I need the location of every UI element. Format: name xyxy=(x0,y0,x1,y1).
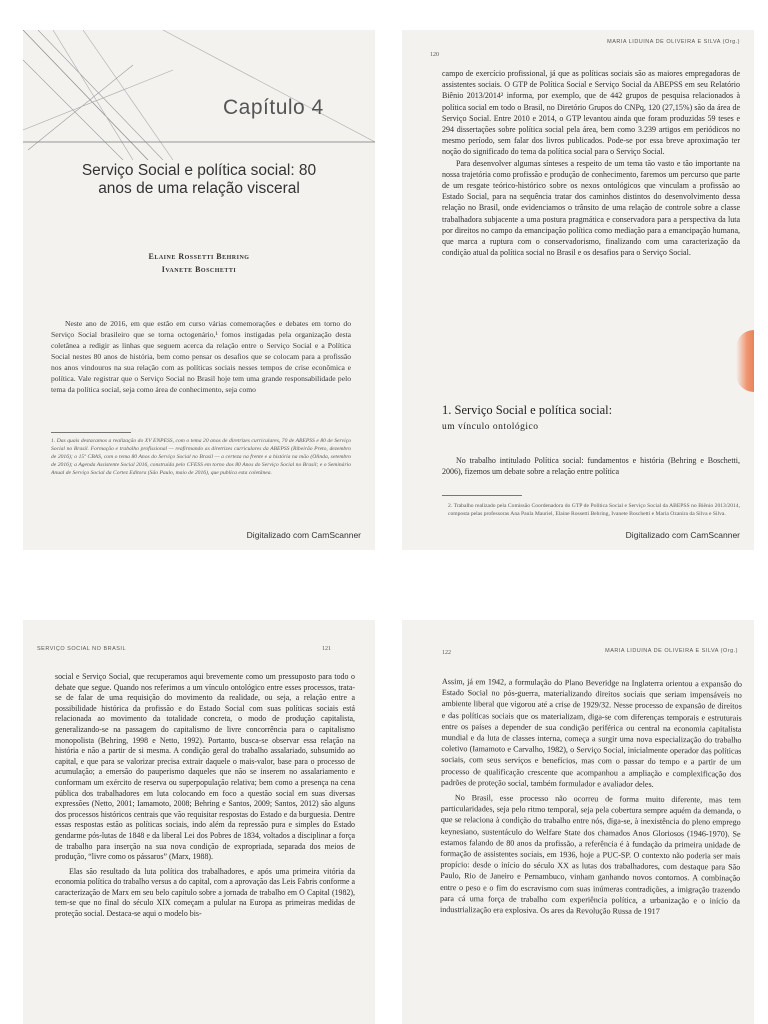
page-3-scan xyxy=(23,620,375,1024)
scanner-watermark: Digitalizado com CamScanner xyxy=(246,530,361,540)
chapter-title xyxy=(43,162,355,198)
paragraph: campo de exercício profissional, já que as políticas sociais são as maiores empregadoras de assistentes sociais. O GTP de Política Social e Serviço Social da ABEPSS em seu Relatório Biênio 2013/2014² informa, por exemplo, que de 442 grupos de pesquisa relacionados à política social em todo o Brasil, no Diretório Grupos do CNPq, 120 (27,15%) são da área de Serviço Social. Entre 2010 e 2014, o GTP levantou ainda que foram produzidas 59 teses e 294 dissertações sobre política social pela área, bem como 3.239 artigos em periódicos no mesmo período, sem falar dos livros publicados. Pode-se por essa breve aproximação ter noção do significado do tema da política social para o Serviço Social. xyxy=(442,69,740,157)
footnote-1: 1. Das quais destacamos a realização do XV ENPESS, com o tema 20 anos de diretrizes curriculares, 70 de ABEPSS e 80 de Serviço Social no Brasil. Formação e trabalho profissional — reafirmando as diretrizes curriculares da ABEPSS (Ribeirão Preto, dezembro de 2016); o 15º CBAS, com o tema 80 Anos do Serviço Social no Brasil — a certeza na frente e a história na mão (Olinda, setembro de 2016); a Agenda Assistente Social 2016, construída pelo CFESS em torno dos 80 Anos do Serviço Social no Brasil; e o Seminário Anual de Serviço Social da Cortez Editora (São Paulo, maio de 2016), que publica esta coletânea. xyxy=(51,438,351,476)
running-head: SERVIÇO SOCIAL NO BRASIL xyxy=(37,646,127,652)
body-text xyxy=(442,68,740,258)
chapter-title-line-1: Serviço Social e política social: 80 xyxy=(81,162,317,179)
page-number: 122 xyxy=(442,650,451,656)
chapter-title-line-2: anos de uma relação visceral xyxy=(98,180,300,197)
intro-paragraph xyxy=(51,318,351,395)
page-number: 121 xyxy=(322,646,331,652)
footnote-rule xyxy=(442,495,522,496)
section-heading xyxy=(442,402,740,436)
paragraph: Assim, já em 1942, a formulação do Plano Beveridge na Inglaterra orientou a expansão do Estado Social no pós-guerra, materializando direitos sociais que seriam impensáveis no ambiente liberal que vigorou até a crise de 1929/32. Nesse processo de expansão de direitos e das políticas sociais que os materializam, diga-se com diferenças temporais e estruturais entre os países a depender de sua condição periférica ou central na economia capitalista mundial e da luta de classes interna, começa a surgir uma nova especialização do trabalho coletivo (Iamamoto e Carvalho, 1982), o Serviço Social, inicialmente operador das políticas sociais, com seus serviços e benefícios, mas com o passar do tempo e a partir de um processo de qualificação crescente que acompanhou a ampliação e complexificação dos padrões de proteção social, também formulador e avaliador deles. xyxy=(441,676,742,789)
paragraph: Para desenvolver algumas sínteses a respeito de um tema tão vasto e tão importante na nossa trajetória como profissão e produção de conhecimento, faremos um percurso que parte de um resgate teórico-histórico sobre os nexos ontológicos que vinculam a profissão ao Estado Social, para na sequência tratar dos caminhos distintos do desenvolvimento dessa relação no Brasil, onde evidenciamos o trânsito de uma relação de controle sobre a classe trabalhadora subjacente a uma postura pragmática e conservadora para a perspectiva da luta por direitos no campo da emancipação política como mediação para a emancipação humana, que marca a ruptura com o conservadorismo, finalizando com uma caracterização da condição atual da política social no Brasil e os desafios para o Serviço Social. xyxy=(442,158,740,258)
body-text xyxy=(55,672,355,920)
page-1-scan xyxy=(23,30,375,550)
chapter-decoration-lines xyxy=(23,30,375,160)
author-1: Elaine Rossetti Behring xyxy=(148,252,250,261)
section-title: 1. Serviço Social e política social: xyxy=(442,403,613,417)
page-2-scan xyxy=(402,30,754,550)
paragraph: Elas são resultado da luta política dos trabalhadores, e após uma primeira vitória da economia política do trabalho versus a do capital, com a aprovação das Leis Fabris conforme a caracterização de Marx em seu belo capítulo sobre a jornada de trabalho em O Capital (1982), tem-se que no final do século XIX começam a pulular na Europa as primeiras medidas de proteção social. Destaca-se aqui o modelo bis- xyxy=(55,866,355,919)
scanner-watermark: Digitalizado com CamScanner xyxy=(625,530,740,540)
running-head: MARIA LIDUINA DE OLIVEIRA E SILVA (Org.) xyxy=(607,39,740,45)
page-number: 120 xyxy=(430,52,439,58)
footnote-rule xyxy=(51,432,131,433)
paragraph: No Brasil, esse processo não ocorreu de forma muito diferente, mas tem particularidades, seja pelo ritmo temporal, seja pela cobertura sempre aquém da demanda, o que se relaciona à condição do trabalho entre nós, diga-se, à inexistência do pleno emprego keynesiano, sustentáculo do Welfare State dos chamados Anos Gloriosos (1946-1970). Se estamos falando de 80 anos da profissão, a referência é à fundação da primeira unidade de formação de assistentes sociais, em 1936, hoje a PUC-SP. O contexto não poderia ser mais propício: desde o início do século XX as lutas dos trabalhadores, com destaque para São Paulo, Rio de Janeiro e Pernambuco, vinham ganhando novos contornos. A combinação entre o peso e o fim do escravismo com suas inúmeras contradições, a imigração trazendo para cá uma força de trabalho com experiência política, a urbanização e o início da industrialização era explosiva. Os ares da Revolução Russa de 1917 xyxy=(439,793,741,916)
author-2: Ivanete Boschetti xyxy=(161,265,237,274)
intro-paragraph-text: Neste ano de 2016, em que estão em curso várias comemorações e debates em torno do Serviço Social brasileiro que se torna octogenário,¹ fomos instigadas pela organização desta coletânea a redigir as linhas que seguem acerca da relação entre o Serviço Social e a Política Social nestes 80 anos de história, bem como pensar os desafios que se colocam para a profissão nos anos vindouros na sua relação com as políticas sociais nesses tempos de crise econômica e política. Vale registrar que o Serviço Social no Brasil hoje tem uma grande responsabilidade pelo tema da política social, seja como área de conhecimento, seja como xyxy=(51,319,351,394)
running-head: MARIA LIDUINA DE OLIVEIRA E SILVA (Org.) xyxy=(605,648,738,654)
chapter-label: Capítulo 4 xyxy=(223,96,324,119)
section-subtitle: um vínculo ontológico xyxy=(442,422,539,432)
page-edge-tab xyxy=(736,330,754,392)
paragraph: No trabalho intitulado Política social: fundamentos e história (Behring e Boschetti, 2006), fizemos um debate sobre a relação entre política xyxy=(442,456,740,477)
footnote-2: 2. Trabalho realizado pela Comissão Coordenadora do GTP de Política Social e Serviço Social da ABEPSS no Biênio 2013/2014, composta pelas professoras Ana Paula Mauriel, Elaine Rossetti Behring, Ivanete Boschetti e Maria Ozanira da Silva e Silva. xyxy=(448,503,740,517)
paragraph: social e Serviço Social, que recuperamos aqui brevemente como um pressuposto para todo o debate que segue. Quando nos referimos a um vínculo ontológico entre esses processos, trata-se de falar de uma requisição do movimento da realidade, ou seja, a relação entre a possibilidade histórica da profissão e do Estado Social com suas políticas sociais está relacionada ao movimento da totalidade concreta, o modo de produção capitalista, generalizando-se na passagem do capitalismo de livre concorrência para o capitalismo monopolista (Behring, 1998 e Netto, 1992). Portanto, busca-se observar essa relação na história e não a partir de si mesma. A condição geral do trabalho assalariado, subsumido ao capital, e que para se valorizar precisa extrair daquele o mais-valor, base para o processo de acumulação; a emersão do pauperismo daqueles que não se inserem no assalariamento e conformam um exército de reserva ou superpopulação relativa; bem como a presença na cena pública dos trabalhadores em luta colocando em foco a questão social em suas diversas expressões (Netto, 2001; Iamamoto, 2008; Behring e Santos, 2009; Santos, 2012) são alguns dos processos históricos centrais que vão requisitar respostas do Estado e da burguesia. Dentre essas respostas estão as políticas sociais, indo além da repressão pura e simples do Estado gendarme pós-lutas de 1848 e da liberal Lei dos Pobres de 1834, voltados a disciplinar a força de trabalho para inserção na sua nova condição de expropriada, separada dos meios de produção, “livre como os pássaros” (Marx, 1988). xyxy=(55,672,355,862)
page-4-scan xyxy=(402,620,754,1024)
body-text xyxy=(440,676,742,918)
